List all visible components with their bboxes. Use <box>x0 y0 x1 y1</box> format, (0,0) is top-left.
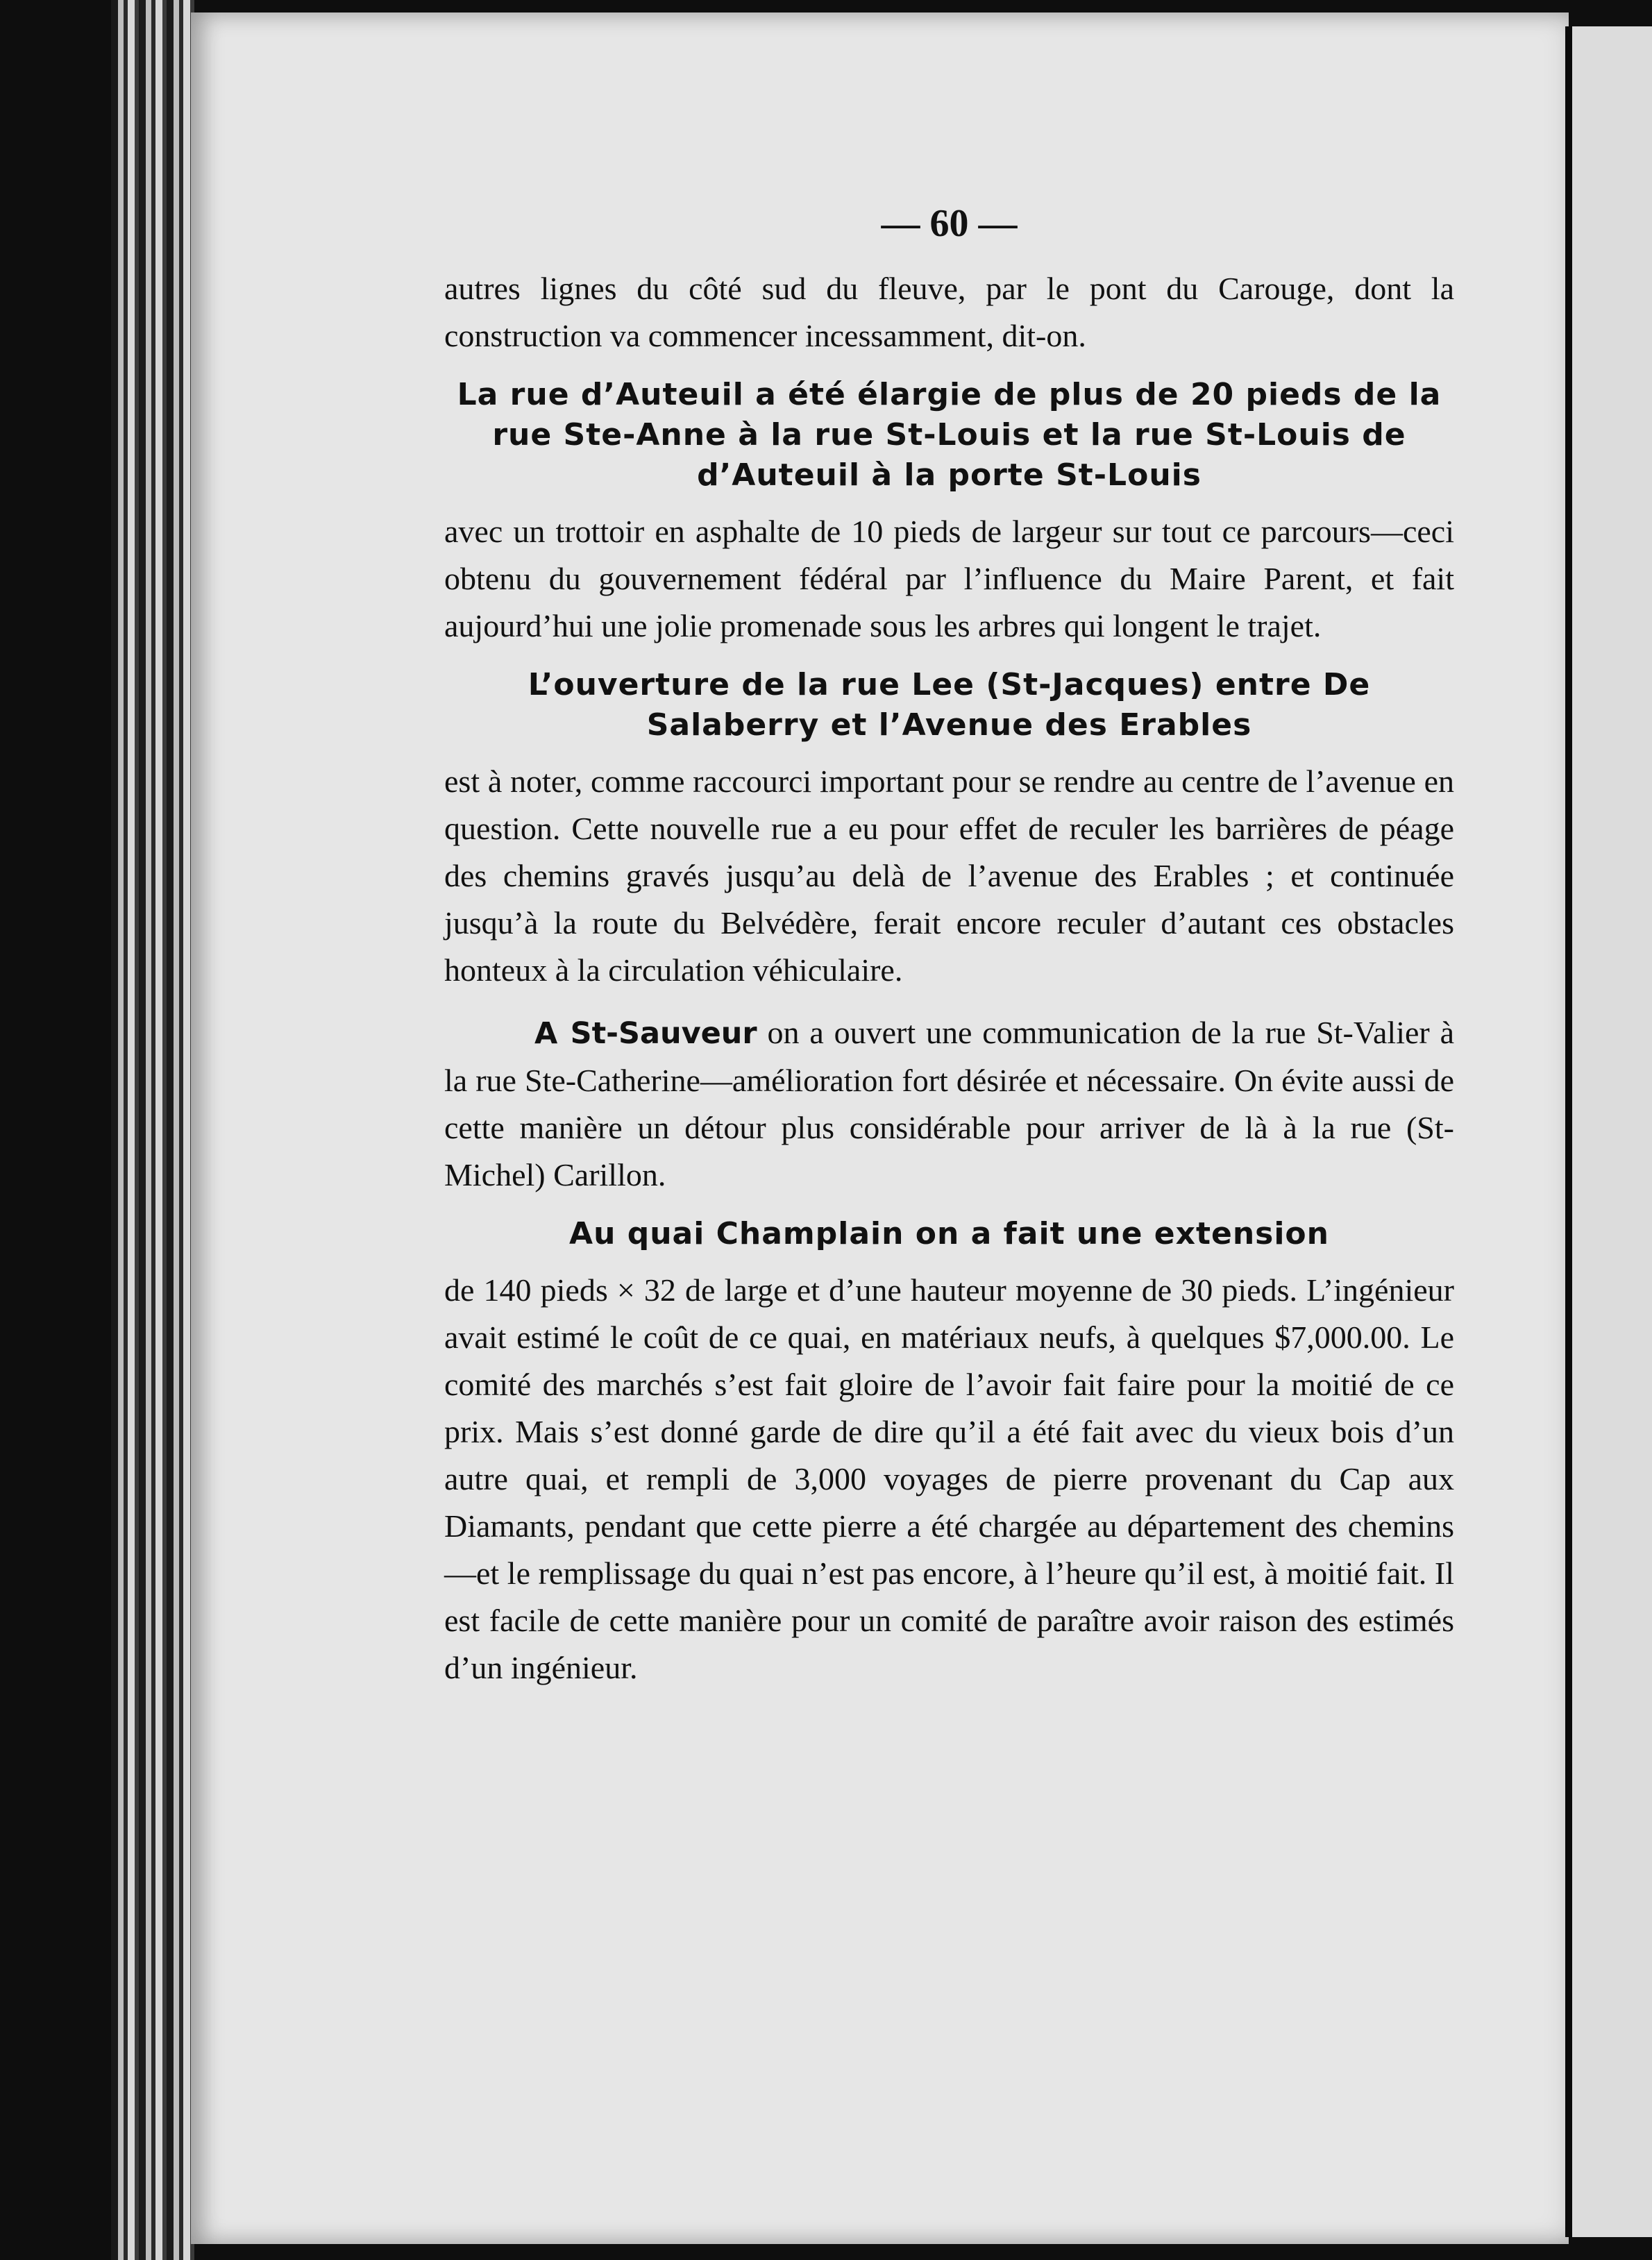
paragraph-5: de 140 pieds × 32 de large et d’une hauteur moyenne de 30 pieds. L’ingénieur avait estimé le coût de ce quai, en matériaux neufs, à quelques $7,000.00. Le comité des marchés s’est fait gloire de l’avoir fait faire pour la moitié de ce prix. Mais s’est donné garde de dire qu’il a été fait avec du vieux bois d’un autre quai, et rempli de 3,000 voyages de pierre provenant du Cap aux Diamants, pendant que cette pierre a été chargée au département des chemins—et le remplissage du quai n’est pas encore, à l’heure qu’il est, à moitié fait. Il est facile de cette manière pour un comité de paraître avoir raison des estimés d’un ingénieur. <box>444 1272 1454 1685</box>
heading-rue-auteuil: La rue d’Auteuil a été élargie de plus de 20 pieds de la rue Ste-Anne à la rue St-Louis et la rue St-Louis de d’Auteuil à la porte St-Louis <box>457 377 1442 493</box>
facing-page-edge <box>1565 26 1652 2237</box>
paragraph-4 <box>444 1009 1454 1199</box>
paragraph-2: avec un trottoir en asphalte de 10 pieds de largeur sur tout ce parcours—ceci obtenu du gouvernement fédéral par l’influence du Maire Parent, et fait aujourd’hui une jolie promenade sous les arbres qui longent le trajet. <box>444 514 1454 643</box>
book-binding <box>111 0 194 2260</box>
paragraph-1: autres lignes du côté sud du fleuve, par le pont du Carouge, dont la construction va commencer incessamment, dit-on. <box>444 271 1454 353</box>
heading-quai-champlain: Au quai Champlain on a fait une extension <box>569 1216 1329 1251</box>
heading-rue-lee: L’ouverture de la rue Lee (St-Jacques) entre De Salaberry et l’Avenue des Erables <box>528 667 1371 743</box>
page-content <box>444 201 1454 1707</box>
paragraph-4-text: on a ouvert une communication de la rue St-Valier à la rue Ste-Catherine—amélioration fort désirée et nécessaire. On évite aussi de cette manière un détour plus considérable pour arriver de là à la rue (St-Michel) Carillon. <box>444 1015 1454 1192</box>
page-number: — 60 — <box>881 202 1018 245</box>
paragraph-4-lead: A St-Sauveur <box>534 1016 757 1051</box>
paragraph-3: est à noter, comme raccourci important pour se rendre au centre de l’avenue en question. Cette nouvelle rue a eu pour effet de reculer les barrières de péage des chemins gravés jusqu’au delà de l’avenue des Erables ; et continuée jusqu’à la route du Belvédère, ferait encore reculer d’autant ces obstacles honteux à la circulation véhiculaire. <box>444 764 1454 988</box>
